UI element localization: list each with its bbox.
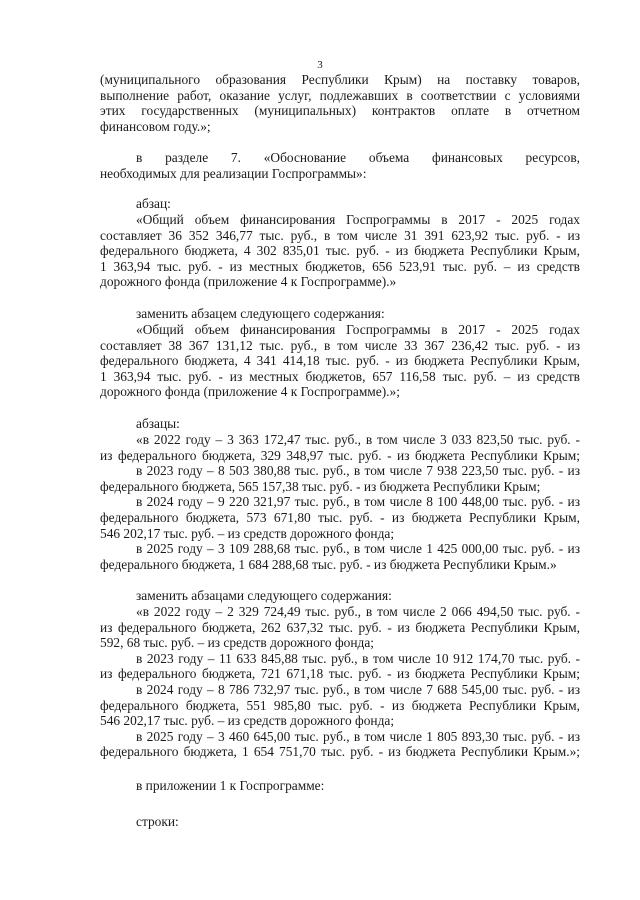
old-yearly-paragraphs bbox=[100, 432, 580, 572]
text-line: в приложении 1 к Госпрограмме: bbox=[136, 778, 325, 793]
text-line: финансовом году.»; bbox=[100, 118, 211, 134]
text-line: 546 202,17 тыс. руб. – из средств дорожного фонда; bbox=[100, 713, 395, 729]
text-line: абзац: bbox=[136, 196, 171, 211]
text-line: (муниципального образования Республики Крым) на поставку товаров, bbox=[100, 72, 580, 87]
paragraphs-label bbox=[100, 416, 580, 432]
text-line: в 2023 году – 11 633 845,88 тыс. руб., в том числе 10 912 174,70 тыс. руб. - bbox=[136, 650, 580, 666]
closing-paragraph bbox=[100, 72, 580, 134]
text-line: «Общий объем финансирования Госпрограммы в 2017 - 2025 годах bbox=[136, 212, 580, 227]
text-line: «Общий объем финансирования Госпрограммы в 2017 - 2025 годах bbox=[136, 322, 580, 337]
text-line: строки: bbox=[136, 814, 179, 829]
text-line: федерального бюджета, 1 684 288,68 тыс. руб. - из бюджета Республики Крым.» bbox=[100, 556, 557, 572]
text-line: 1 363,94 тыс. руб. - из местных бюджетов, 657 116,58 тыс. руб. – из средств bbox=[100, 368, 580, 384]
replace-paragraphs-label bbox=[100, 588, 580, 604]
text-line: в 2023 году – 8 503 380,88 тыс. руб., в том числе 7 938 223,50 тыс. руб. - из bbox=[136, 463, 580, 479]
replace-label bbox=[100, 306, 580, 322]
text-line: составляет 38 367 131,12 тыс. руб., в том числе 33 367 236,42 тыс. руб. - из bbox=[100, 337, 580, 353]
text-line: 546 202,17 тыс. руб. – из средств дорожного фонда; bbox=[100, 525, 395, 541]
text-line: 1 363,94 тыс. руб. - из местных бюджетов, 656 523,91 тыс. руб. – из средств bbox=[100, 258, 580, 274]
new-financing-paragraph bbox=[100, 322, 580, 400]
text-line: дорожного фонда (приложение 4 к Госпрограмме).»; bbox=[100, 384, 400, 400]
page-number: 3 bbox=[317, 59, 323, 71]
text-line: федерального бюджета, 551 985,80 тыс. руб. - из бюджета Республики Крым, bbox=[100, 697, 580, 713]
rows-label bbox=[100, 814, 580, 830]
text-line: в 2025 году – 3 109 288,68 тыс. руб., в том числе 1 425 000,00 тыс. руб. - из bbox=[136, 541, 580, 557]
text-line: «в 2022 году – 3 363 172,47 тыс. руб., в том числе 3 033 823,50 тыс. руб. - bbox=[136, 432, 580, 447]
label-paragraph bbox=[100, 196, 580, 212]
text-line: в разделе 7. «Обоснование объема финансовых ресурсов, bbox=[136, 150, 580, 165]
text-line: в 2024 году – 9 220 321,97 тыс. руб., в том числе 8 100 448,00 тыс. руб. - из bbox=[136, 494, 580, 510]
text-line: в 2024 году – 8 786 732,97 тыс. руб., в том числе 7 688 545,00 тыс. руб. - из bbox=[136, 681, 580, 697]
text-line: заменить абзацем следующего содержания: bbox=[136, 306, 385, 321]
new-yearly-paragraphs bbox=[100, 604, 580, 760]
text-line: 592, 68 тыс. руб. – из средств дорожного фонда; bbox=[100, 635, 374, 651]
section-7-intro bbox=[100, 150, 580, 181]
text-line: федерального бюджета, 565 157,38 тыс. руб. - из бюджета Республики Крым; bbox=[100, 478, 541, 494]
text-line: составляет 36 352 346,77 тыс. руб., в том числе 31 391 623,92 тыс. руб. - из bbox=[100, 227, 580, 243]
text-line: этих государственных (муниципальных) контрактов оплате в отчетном bbox=[100, 103, 580, 119]
text-line: из федерального бюджета, 329 348,97 тыс. руб. - из бюджета Республики Крым; bbox=[100, 447, 580, 463]
text-line: «в 2022 году – 2 329 724,49 тыс. руб., в том числе 2 066 494,50 тыс. руб. - bbox=[136, 604, 580, 619]
text-line: федерального бюджета, 4 302 835,01 тыс. руб. - из бюджета Республики Крым, bbox=[100, 243, 580, 259]
text-line: дорожного фонда (приложение 4 к Госпрограмме).» bbox=[100, 274, 397, 290]
old-financing-paragraph bbox=[100, 212, 580, 290]
appendix-1-label bbox=[100, 778, 580, 794]
text-line: заменить абзацами следующего содержания: bbox=[136, 588, 392, 603]
text-line: из федерального бюджета, 262 637,32 тыс. руб. - из бюджета Республики Крым, bbox=[100, 619, 580, 635]
text-line: федерального бюджета, 1 654 751,70 тыс. руб. - из бюджета Республики Крым.»; bbox=[100, 744, 580, 760]
text-line: необходимых для реализации Госпрограммы»: bbox=[100, 165, 367, 181]
text-line: выполнение работ, оказание услуг, подлежавших в соответствии с условиями bbox=[100, 87, 580, 103]
text-line: федерального бюджета, 573 671,80 тыс. руб. - из бюджета Республики Крым, bbox=[100, 509, 580, 525]
text-line: в 2025 году – 3 460 645,00 тыс. руб., в том числе 1 805 893,30 тыс. руб. - из bbox=[136, 728, 580, 744]
text-line: абзацы: bbox=[136, 416, 180, 431]
text-line: из федерального бюджета, 721 671,18 тыс. руб. - из бюджета Республики Крым; bbox=[100, 666, 580, 682]
text-line: федерального бюджета, 4 341 414,18 тыс. руб. - из бюджета Республики Крым, bbox=[100, 353, 580, 369]
